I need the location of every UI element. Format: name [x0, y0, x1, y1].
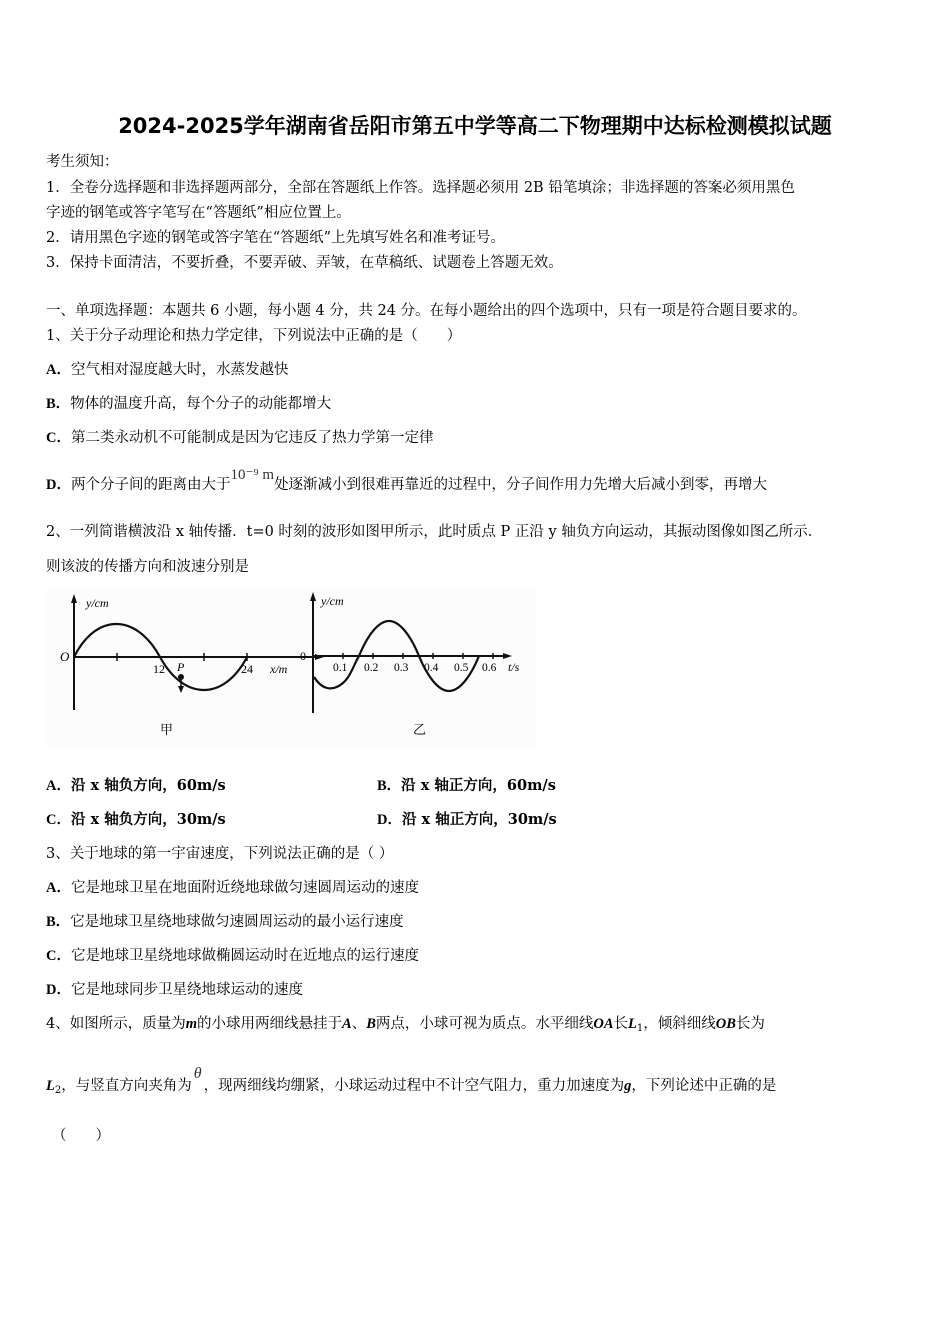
- question-1-option-d: [46, 467, 768, 495]
- var-l2: L: [46, 1078, 55, 1094]
- text: ，与竖直方向夹角为: [61, 1078, 192, 1094]
- question-1-option-a: [46, 360, 288, 380]
- var-a: A: [342, 1016, 352, 1032]
- option-label: A．: [46, 778, 71, 794]
- option-text: 物体的温度升高，每个分子的动能都增大: [70, 396, 332, 412]
- text: 长为: [735, 1016, 765, 1032]
- var-l1-sub: 1: [636, 1023, 644, 1034]
- text: ，现两细线均绷紧，小球运动过程中不计空气阻力，重力加速度为: [203, 1078, 625, 1094]
- jia-origin: O: [60, 649, 70, 664]
- yi-caption: 乙: [413, 722, 427, 737]
- text: 、: [351, 1016, 367, 1032]
- yi-tick-0.5: 0.5: [454, 662, 469, 674]
- option-label: D．: [46, 477, 71, 493]
- option-text: 它是地球卫星绕地球做椭圆运动时在近地点的运行速度: [70, 948, 419, 964]
- yi-x-label: t/s: [508, 660, 520, 674]
- var-oa: OA: [593, 1016, 614, 1032]
- yi-tick-0.3: 0.3: [394, 662, 409, 674]
- question-2-stem-line1: 2、一列简谐横波沿 x 轴传播．t=0 时刻的波形如图甲所示，此时质点 P 正沿 y 轴负方向运动，其振动图像如图乙所示．: [46, 524, 823, 540]
- option-label: C．: [46, 948, 71, 964]
- yi-tick-0.1: 0.1: [333, 662, 348, 674]
- jia-y-label: y/cm: [86, 596, 109, 610]
- question-1-option-b: [46, 394, 331, 414]
- option-label: B．: [46, 914, 71, 930]
- var-l2-sub: 2: [54, 1085, 62, 1096]
- formula-distance: 10⁻⁹ m: [230, 467, 275, 483]
- text: 的小球用两细线悬挂于: [197, 1016, 343, 1032]
- var-m: m: [185, 1016, 198, 1032]
- option-text: 沿 x 轴正方向，60m/s: [401, 777, 556, 794]
- wave-graphs: [46, 588, 536, 748]
- option-label: D．: [46, 982, 71, 998]
- question-2-stem-line2: 则该波的传播方向和波速分别是: [46, 559, 249, 575]
- option-text: 空气相对湿度越大时，水蒸发越快: [70, 362, 289, 378]
- var-ob: OB: [715, 1016, 736, 1032]
- option-label: A．: [46, 362, 71, 378]
- question-3-option-c: [46, 946, 419, 966]
- option-text: 它是地球卫星在地面附近绕地球做匀速圆周运动的速度: [70, 880, 419, 896]
- notice-item-2: 2．请用黑色字迹的钢笔或答字笔在“答题纸”上先填写姓名和准考证号。: [46, 230, 506, 246]
- question-4-stem-line2: [46, 1065, 777, 1101]
- text: 两点，小球可视为质点。水平细线: [375, 1016, 594, 1032]
- question-3-option-d: [46, 980, 303, 1000]
- notice-item-1-cont: 字迹的钢笔或答字笔写在“答题纸”相应位置上。: [46, 205, 351, 221]
- jia-x-label: x/m: [270, 662, 288, 676]
- text: ，下列论述中正确的是: [631, 1078, 777, 1094]
- option-label: C．: [46, 812, 71, 828]
- question-4-stem-line1: [46, 1014, 765, 1039]
- option-text: 沿 x 轴负方向，60m/s: [70, 777, 226, 794]
- var-l1: L: [628, 1016, 637, 1032]
- question-3-stem: 3、关于地球的第一宇宙速度，下列说法正确的是（ ）: [46, 846, 394, 862]
- graph-jia: [60, 594, 324, 737]
- question-2-option-c: [46, 810, 226, 830]
- var-g: g: [624, 1078, 632, 1094]
- notice-item-1: 1．全卷分选择题和非选择题两部分，全部在答题纸上作答。选择题必须用 2B 铅笔填涂；非选择题的答案必须用黑色: [46, 180, 795, 196]
- question-1-option-c: [46, 428, 433, 448]
- text: ，倾斜细线: [643, 1016, 716, 1032]
- var-b: B: [366, 1016, 376, 1032]
- question-2-option-d: [377, 810, 557, 830]
- option-text: 它是地球卫星绕地球做匀速圆周运动的最小运行速度: [70, 914, 404, 930]
- notice-heading: 考生须知：: [46, 154, 119, 170]
- option-text-after: 处逐渐减小到很难再靠近的过程中，分子间作用力先增大后减小到零，再增大: [274, 477, 768, 493]
- jia-tick-24: 24: [241, 662, 253, 676]
- graph-yi: [300, 592, 520, 737]
- question-1-stem: 1、关于分子动理论和热力学定律，下列说法中正确的是（ ）: [46, 328, 462, 344]
- question-3-option-b: [46, 912, 404, 932]
- option-text: 第二类永动机不可能制成是因为它违反了热力学第一定律: [70, 430, 434, 446]
- option-label: B．: [377, 778, 402, 794]
- jia-point-p: P: [177, 660, 185, 674]
- text: 4、如图所示，质量为: [46, 1016, 186, 1032]
- question-2-option-a: [46, 776, 226, 796]
- yi-origin: 0: [300, 649, 306, 663]
- option-label: C．: [46, 430, 71, 446]
- option-text: 它是地球同步卫星绕地球运动的速度: [70, 982, 303, 998]
- option-text-before: 两个分子间的距离由大于: [70, 477, 231, 493]
- page-title: 2024-2025学年湖南省岳阳市第五中学等高二下物理期中达标检测模拟试题: [118, 114, 832, 138]
- section-heading: 一、单项选择题：本题共 6 小题，每小题 4 分，共 24 分。在每小题给出的四个选项中，只有一项是符合题目要求的。: [46, 303, 807, 319]
- var-theta: θ: [193, 1065, 202, 1082]
- option-text: 沿 x 轴正方向，30m/s: [401, 811, 557, 828]
- yi-tick-0.6: 0.6: [482, 662, 497, 674]
- yi-tick-0.4: 0.4: [424, 662, 439, 674]
- jia-caption: 甲: [160, 722, 174, 737]
- option-label: B．: [46, 396, 71, 412]
- question-2-option-b: [377, 776, 556, 796]
- jia-tick-12: 12: [153, 662, 165, 676]
- question-2-figure: [46, 588, 536, 748]
- text: 长: [613, 1016, 629, 1032]
- question-3-option-a: [46, 878, 419, 898]
- yi-tick-0.2: 0.2: [364, 662, 379, 674]
- option-label: A．: [46, 880, 71, 896]
- notice-item-3: 3．保持卡面清洁，不要折叠，不要弄破、弄皱，在草稿纸、试题卷上答题无效。: [46, 255, 563, 271]
- option-label: D．: [377, 812, 402, 828]
- yi-y-label: y/cm: [321, 594, 344, 608]
- question-4-answer-bracket: （ ）: [52, 1128, 110, 1144]
- option-text: 沿 x 轴负方向，30m/s: [70, 811, 226, 828]
